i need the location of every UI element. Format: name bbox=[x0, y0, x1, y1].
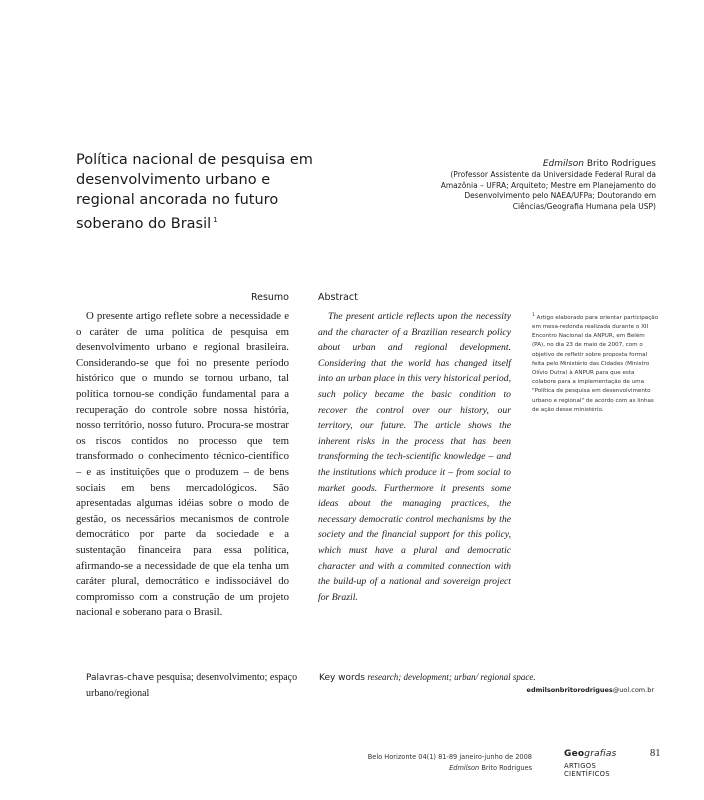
footnote-mark: 1 bbox=[532, 313, 535, 318]
abstract-body bbox=[318, 309, 511, 605]
footnote bbox=[532, 311, 659, 415]
journal-name-prefix: Geo bbox=[564, 749, 585, 759]
resumo-body bbox=[76, 309, 289, 621]
email-domain: @uol.com.br bbox=[612, 686, 654, 694]
author-name bbox=[420, 158, 656, 170]
key-words bbox=[319, 670, 619, 685]
palavras-chave-label: Palavras-chave bbox=[86, 673, 155, 683]
footer-author-last: Brito Rodrigues bbox=[481, 764, 532, 772]
key-words-label: Key words bbox=[319, 673, 365, 683]
article-title-text: Política nacional de pesquisa em desenvolvimento urbano e regional ancorada no futuro soberano do Brasil bbox=[76, 152, 313, 232]
palavras-chave bbox=[86, 670, 301, 701]
title-footnote-mark: 1 bbox=[213, 216, 218, 224]
email-user: edmilsonbritorodrigues bbox=[526, 686, 613, 694]
key-words-value: research; development; urban/ regional space. bbox=[367, 672, 536, 682]
palavras-chave-value: pesquisa; desenvolvimento; espaço urbano/regional bbox=[86, 672, 298, 699]
author-block bbox=[420, 158, 656, 212]
footer-citation-block bbox=[360, 752, 532, 774]
journal-name bbox=[564, 749, 644, 759]
author-affiliation: (Professor Assistente da Universidade Federal Rural da Amazônia – UFRA; Arquiteto; Mestre em Planejamento do Desenvolvimento pelo NAEA/UFPa; Doutorando em Ciências/Geografia Humana pela USP) bbox=[440, 170, 656, 211]
page-number: 81 bbox=[650, 748, 661, 759]
footnote-text: Artigo elaborado para orientar participação em mesa-redonda realizada durante o XII Encontro Nacional da ANPUR, em Belém (PA), no dia 23 de maio de 2007, com o objetivo de refletir sobre proposta formal feita pelo Ministério das Cidades (Ministro Olívio Dutra) à ANPUR para que esta colabore para a implementação de uma "Política de pesquisa em desenvolvimento urbano e regional" de acordo com as linhas de ação desse ministério. bbox=[532, 314, 659, 413]
footer-citation: Belo Horizonte 04(1) 81-89 janeiro-junho de 2008 bbox=[367, 753, 532, 761]
journal-name-suffix: grafias bbox=[584, 749, 617, 759]
author-first-name: Edmilson bbox=[542, 159, 584, 169]
resumo-heading: Resumo bbox=[250, 292, 289, 303]
author-email[interactable] bbox=[480, 686, 654, 694]
author-last-name: Brito Rodrigues bbox=[586, 159, 656, 169]
journal-block bbox=[564, 749, 644, 778]
footer-author-first: Edmilson bbox=[449, 764, 480, 772]
article-title bbox=[76, 150, 326, 234]
footer-author bbox=[360, 763, 532, 774]
abstract-heading: Abstract bbox=[318, 292, 358, 303]
journal-section: ARTIGOS CIENTÍFICOS bbox=[564, 762, 610, 778]
resumo-text: O presente artigo reflete sobre a necessidade e o caráter de uma política de pesquisa em desenvolvimento urbano e regional brasileira. Considerando-se que foi no presente período histórico que o mundo se tornou urbano, tal política tornou-se condição fundamental para a recuperação do controle sobre nossa história, nosso território, nosso futuro. Procura-se mostrar os riscos contidos no processo que tem transformado o conhecimento técnico-científico – e as instituições que o produzem – de bens sociais em bens mercadológicos. São apresentadas algumas idéias sobre o modo de gestão, os necessários mecanismos de controle democrático por parte da sociedade e a sustentação financeira para essa política, afirmando-se a necessidade de que ela tenha um caráter plural, democrático e indissociável do compromisso com a construção de um projeto nacional e soberano para o Brasil. bbox=[76, 310, 289, 619]
abstract-text: The present article reflects upon the necessity and the character of a Brazilian research policy about urban and regional development. Considering that the world has changed itself into an urban place in this very historical period, such policy became the basic condition to recover the control over our history, our territory, our future. The article shows the inherent risks in the process that has been transforming the tech-scientific knowledge – and the institutions which produce it – from social to market goods. Furthermore it presents some ideas about the managing practices, the necessary democratic control mechanisms by the society and the financial support for this policy, which must have a plural and democratic character and with a commited connection with the build-up of a national and sovereign project for Brazil. bbox=[318, 311, 511, 603]
